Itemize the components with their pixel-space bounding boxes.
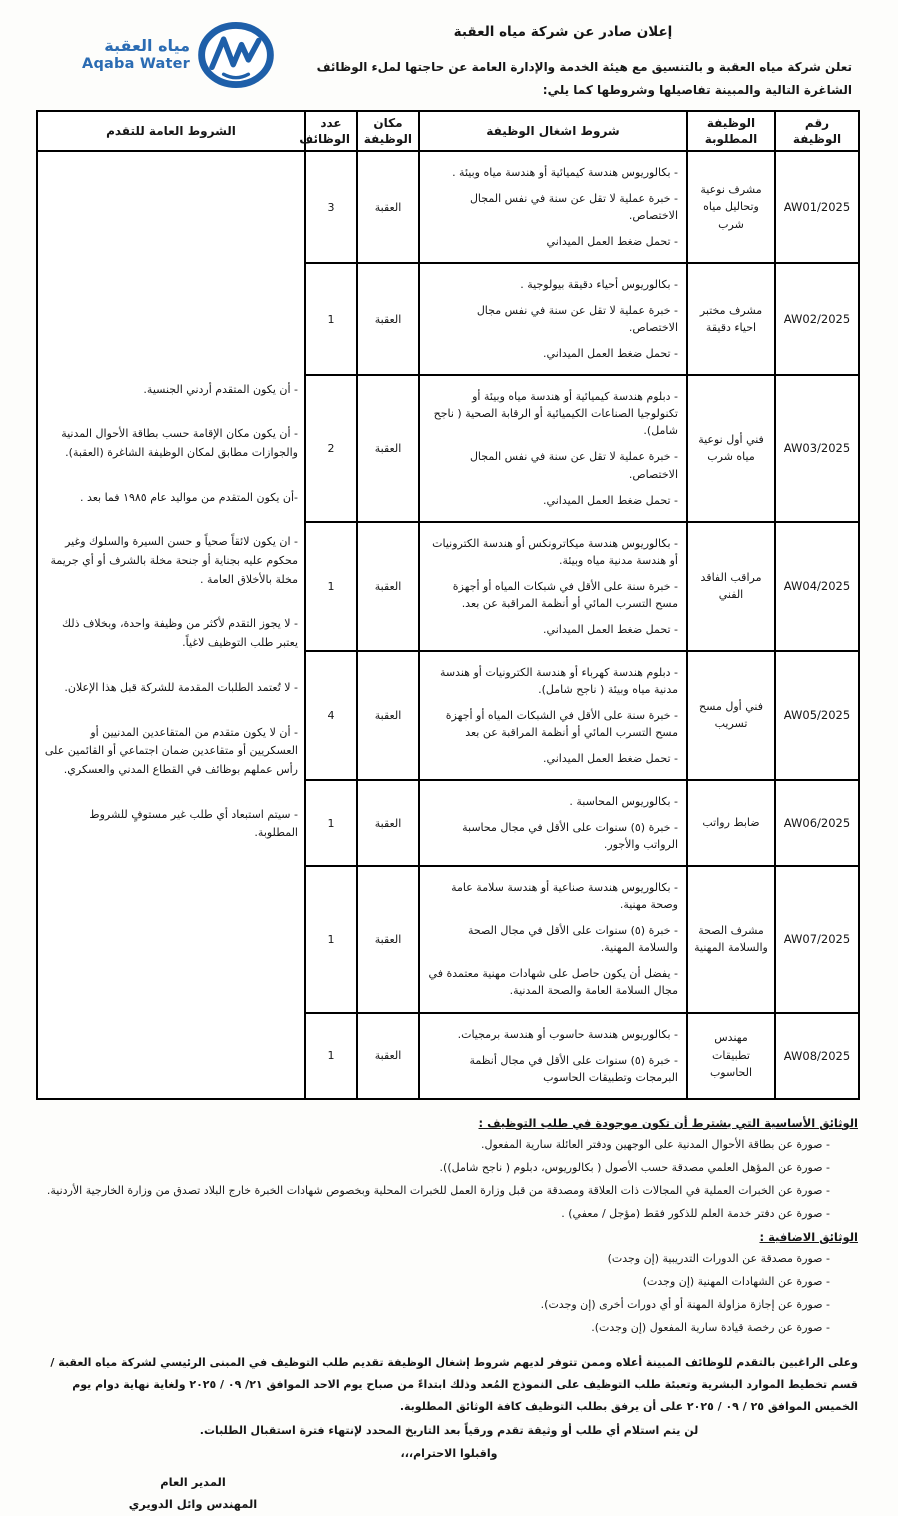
job-count-cell: 1: [305, 263, 357, 375]
requirement-line: - بكالوريوس أحياء دقيقة بيولوجية .: [520, 278, 678, 292]
job-number-cell: AW02/2025: [775, 263, 859, 375]
requirement-line: - دبلوم هندسة كهرباء أو هندسة الكترونيات أو هندسة مدنية مياه وبيئة ( ناجح شامل).: [439, 665, 678, 696]
job-count-cell: 1: [305, 522, 357, 651]
general-condition-item: - أن يكون مكان الإقامة حسب بطاقة الأحوال المدنية والجوازات مطابق لمكان الوظيفة الشاغرة (العقبة).: [61, 427, 298, 460]
job-requirements-cell: [419, 151, 687, 263]
general-condition-item: -أن يكون المتقدم من مواليد عام ١٩٨٥ فما بعد .: [79, 490, 298, 504]
requirement-line: - بكالوريوس هندسة حاسوب أو هندسة برمجيات.: [457, 1027, 678, 1041]
job-number-cell: AW08/2025: [775, 1013, 859, 1099]
job-count-cell: 3: [305, 151, 357, 263]
general-condition-item: - ان يكون لائقاً صحياً و حسن السيرة والسلوك وغير محكوم عليه بجناية أو جنحة مخلة بالشرف أو أي جريمة مخلة بالأخلاق العامة .: [50, 535, 298, 586]
requirement-line: - بكالوريوس هندسة كيميائية أو هندسة مياه وبيئة .: [452, 165, 678, 179]
document-item: - صورة عن الشهادات المهنية (إن وجدت): [642, 1274, 830, 1288]
job-title-cell: ضابط رواتب: [687, 780, 775, 866]
job-number-cell: AW03/2025: [775, 375, 859, 521]
job-location-cell: العقبة: [357, 1013, 419, 1099]
header-text-block: [274, 14, 860, 102]
job-requirements-cell: [419, 780, 687, 866]
job-title-cell: مشرف نوعية وتحاليل مياه شرب: [687, 151, 775, 263]
page-title: إعلان صادر عن شركة مياه العقبة: [453, 24, 673, 40]
additional-docs-title: الوثائق الاضافية :: [759, 1229, 858, 1244]
intro-text: تعلن شركة مياه العقبة و بالتنسيق مع هيئة الخدمة والإدارة العامة عن حاجتها لملء الوظائف الشاغرة التالية والمبينة تفاصيلها وشروطها كما يلي:: [316, 60, 852, 97]
document-item: - صورة عن بطاقة الأحوال المدنية على الوجهين ودفتر العائلة سارية المفعول.: [481, 1137, 830, 1151]
job-number-cell: AW01/2025: [775, 151, 859, 263]
job-requirements-cell: [419, 651, 687, 780]
requirement-line: - تحمل ضغط العمل الميداني.: [543, 622, 678, 636]
requirement-line: - خبرة سنة على الأقل في شبكات المياه أو أجهزة مسح التسرب المائي أو أنظمة المراقبة عن بعد.: [452, 579, 678, 610]
job-location-cell: العقبة: [357, 651, 419, 780]
job-location-cell: العقبة: [357, 866, 419, 1012]
job-count-cell: 1: [305, 1013, 357, 1099]
requirement-line: - خبرة عملية لا تقل عن سنة في نفس المجال الاختصاص.: [469, 192, 678, 223]
job-title-cell: مشرف الصحة والسلامة المهنية: [687, 866, 775, 1012]
job-number-cell: AW07/2025: [775, 866, 859, 1012]
col-header-job-title: الوظيفة المطلوبة: [687, 111, 775, 151]
job-location-cell: العقبة: [357, 151, 419, 263]
application-instructions: وعلى الراغبين بالتقدم للوظائف المبينة أعلاه وممن تتوفر لديهم شروط إشغال الوظيفة تقديم طلب التوظيف في المبنى الرئيسي لشركة مياه العقبة / قسم تخطيط الموارد البشرية وتعبئة طلب التوظيف على النموذج المُعد وذلك ابتداءً من صباح يوم الاحد الموافق ٢١/ ٠٩ / ٢٠٢٥ ولغاية نهاية دوام يوم الخميس الموافق ٢٥ / ٠٩ / ٢٠٢٥ على أن يرفق بطلب التوظيف كافة الوثائق المطلوبة.: [50, 1356, 858, 1414]
job-location-cell: العقبة: [357, 522, 419, 651]
requirement-line: - بكالوريوس هندسة صناعية أو هندسة سلامة عامة وصحة مهنية.: [451, 881, 678, 912]
documents-section: [0, 1100, 898, 1336]
document-header: [0, 14, 898, 102]
col-header-general-conditions: الشروط العامة للتقدم: [37, 111, 305, 151]
signature-title: المدير العام: [160, 1475, 226, 1490]
job-number-cell: AW04/2025: [775, 522, 859, 651]
job-requirements-cell: [419, 1013, 687, 1099]
signature-block: [78, 1472, 308, 1516]
job-requirements-cell: [419, 263, 687, 375]
company-logo: [38, 14, 274, 88]
general-condition-item: - لا تُعتمد الطلبات المقدمة للشركة قبل هذا الإعلان.: [64, 680, 298, 694]
general-conditions-cell: [37, 151, 305, 1099]
table-row: [37, 151, 859, 263]
jobs-table: [36, 110, 860, 1100]
job-location-cell: العقبة: [357, 375, 419, 521]
general-condition-item: - سيتم استبعاد أي طلب غير مستوفٍ للشروط المطلوبة.: [89, 807, 298, 840]
requirement-line: - خبرة سنة على الأقل في الشبكات المياه أو أجهزة مسح التسرب المائي أو أنظمة المراقبة عن بعد: [445, 708, 678, 739]
job-number-cell: AW06/2025: [775, 780, 859, 866]
col-header-requirements: شروط اشغال الوظيفة: [419, 111, 687, 151]
logo-arabic-name: مياه العقبة: [104, 36, 190, 56]
document-item: - صورة عن رخصة قيادة سارية المفعول (إن وجدت).: [591, 1320, 830, 1334]
job-requirements-cell: [419, 375, 687, 521]
job-location-cell: العقبة: [357, 780, 419, 866]
requirement-line: - خبرة عملية لا تقل عن سنة في نفس مجال الاختصاص.: [476, 304, 678, 335]
col-header-job-number: رقم الوظيفة: [775, 111, 859, 151]
requirement-line: - تحمل ضغط العمل الميداني.: [543, 347, 678, 361]
job-count-cell: 4: [305, 651, 357, 780]
logo-text: [38, 37, 190, 72]
job-title-cell: مراقب الفاقد الفني: [687, 522, 775, 651]
deadline-note: لن يتم استلام أي طلب أو وثيقة تقدم ورقياً بعد التاريخ المحدد لإنتهاء فترة استقبال الطلبات.: [199, 1424, 699, 1438]
requirement-line: - تحمل ضغط العمل الميداني: [546, 235, 678, 249]
job-title-cell: فني أول مسح تسريب: [687, 651, 775, 780]
requirement-line: - خبرة (٥) سنوات على الأقل في مجال محاسبة الرواتب والأجور.: [462, 821, 678, 852]
document-item: - صورة مصدقة عن الدورات التدريبية (إن وجدت): [607, 1251, 830, 1265]
document-item: - صورة عن دفتر خدمة العلم للذكور فقط (مؤجل / معفي) .: [561, 1206, 830, 1220]
job-title-cell: مهندس تطبيقات الحاسوب: [687, 1013, 775, 1099]
table-header-row: [37, 111, 859, 151]
requirement-line: - خبرة (٥) سنوات على الأقل في مجال أنظمة البرمجات وتطبيقات الحاسوب: [469, 1053, 678, 1084]
job-count-cell: 2: [305, 375, 357, 521]
requirement-line: - خبرة عملية لا تقل عن سنة في نفس المجال الاختصاص.: [469, 450, 678, 481]
requirement-line: - يفضل أن يكون حاصل على شهادات مهنية معتمدة في مجال السلامة العامة والصحة المدنية.: [428, 967, 678, 998]
jobs-table-body: [37, 151, 859, 1099]
job-title-cell: مشرف مختبر احياء دقيقة: [687, 263, 775, 375]
job-requirements-cell: [419, 522, 687, 651]
closing-salutation: واقبلوا الاحترام،،،: [400, 1447, 498, 1461]
logo-english-name: Aqaba Water: [82, 55, 190, 72]
job-title-cell: فني أول نوعية مياه شرب: [687, 375, 775, 521]
essential-docs-title: الوثائق الأساسية التي يشترط أن تكون موجودة في طلب التوظيف :: [478, 1115, 858, 1130]
essential-docs-list: [40, 1136, 858, 1222]
job-number-cell: AW05/2025: [775, 651, 859, 780]
general-condition-item: - أن لا يكون متقدم من المتقاعدين المدنيين أو العسكريين أو متقاعدين ضمان اجتماعي أو القائمين على رأس عملهم بوظائف في القطاع المدني والعسكري.: [44, 725, 298, 776]
requirement-line: - بكالوريوس هندسة ميكاترونكس أو هندسة الكترونيات أو هندسة مدنية مياه وبيئة.: [432, 536, 678, 567]
general-condition-item: - أن يكون المتقدم أردني الجنسية.: [143, 382, 298, 396]
document-item: - صورة عن المؤهل العلمي مصدقة حسب الأصول ( بكالوريوس، دبلوم ( ناجح شامل)).: [439, 1160, 830, 1174]
document-item: - صورة عن إجازة مزاولة المهنة أو أي دورات أخرى (إن وجدت).: [540, 1297, 830, 1311]
requirement-line: - تحمل ضغط العمل الميداني.: [543, 752, 678, 766]
requirement-line: - بكالوريوس المحاسبة .: [569, 795, 678, 809]
job-location-cell: العقبة: [357, 263, 419, 375]
general-condition-item: - لا يجوز التقدم لأكثر من وظيفة واحدة، وبخلاف ذلك يعتبر طلب التوظيف لاغياً.: [62, 617, 298, 650]
requirement-line: - تحمل ضغط العمل الميداني.: [543, 493, 678, 507]
job-requirements-cell: [419, 866, 687, 1012]
signature-name: المهندس وائل الدويري: [128, 1496, 258, 1511]
document-item: - صورة عن الخبرات العملية في المجالات ذات العلاقة ومصدقة من قبل وزارة العمل للخبرات المحلية وبخصوص شهادات الخبرة خارج البلاد تصدق من وزارة الخارجية الأردنية.: [46, 1183, 830, 1197]
additional-docs-list: [40, 1250, 858, 1336]
requirement-line: - دبلوم هندسة كيميائية أو هندسة مياه وبيئة أو تكنولوجيا الصناعات الكيميائية أو الرقابة الصحية ( ناجح شامل).: [433, 390, 678, 438]
col-header-count: عدد الوظائف: [305, 111, 357, 151]
job-count-cell: 1: [305, 866, 357, 1012]
aqaba-water-logo-icon: [198, 22, 274, 88]
job-count-cell: 1: [305, 780, 357, 866]
requirement-line: - خبرة (٥) سنوات على الأقل في مجال الصحة والسلامة المهنية.: [467, 924, 678, 955]
col-header-location: مكان الوظيفة: [357, 111, 419, 151]
